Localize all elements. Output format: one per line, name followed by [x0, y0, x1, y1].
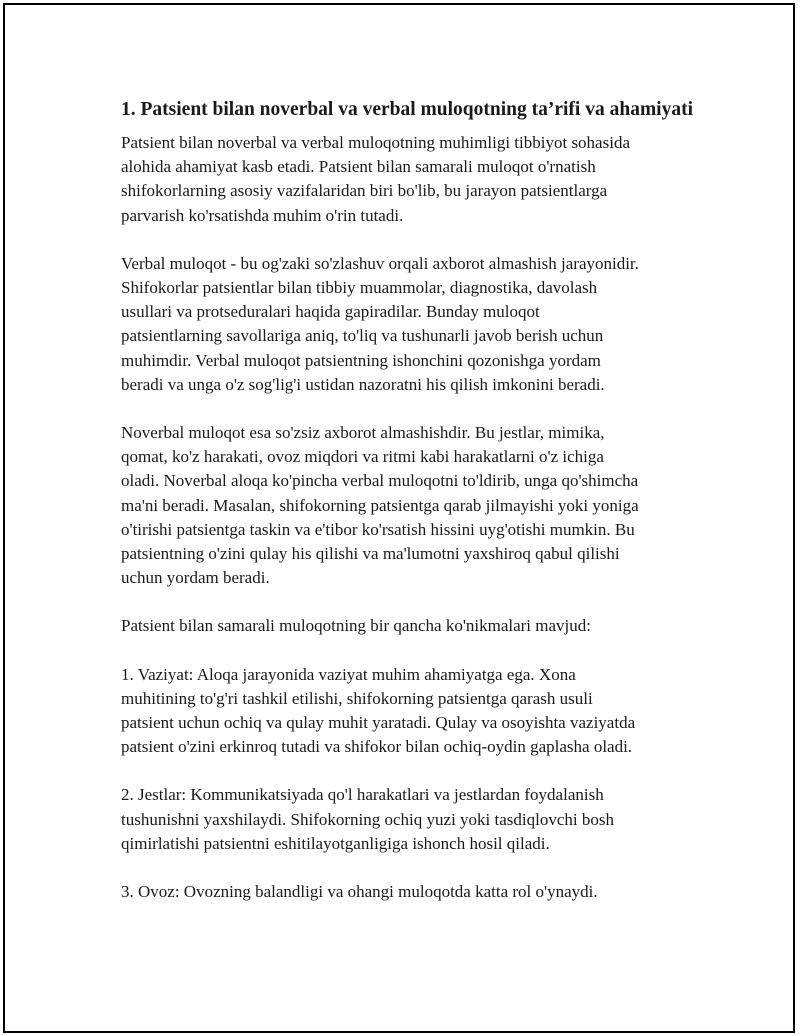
- list-item-gestures: 2. Jestlar: Kommunikatsiyada qo'l harakatlari va jestlardan foydalanish tushunishni yaxshilaydi. Shifokorning ochiq yuzi yoki tasdiqlovchi bosh qimirlatishi patsientni eshitilayotganligiga ishonch hosil qiladi.: [121, 785, 614, 853]
- paragraph-nonverbal: Noverbal muloqot esa so'zsiz axborot almashishdir. Bu jestlar, mimika, qomat, ko'z harakati, ovoz miqdori va ritmi kabi harakatlarni o'z ichiga oladi. Noverbal aloqa ko'pincha verbal muloqotni to'ldirib, unga qo'shimcha ma'ni beradi. Masalan, shifokorning patsientga qarab jilmayishi yoki yoniga o'tirishi patsientga taskin va e'tibor ko'rsatish hissini uyg'otishi mumkin. Bu patsientning o'zini qulay his qilishi va ma'lumotni yaxshiroq qabul qilishi uchun yordam beradi.: [121, 423, 639, 588]
- paragraph-skills-intro: Patsient bilan samarali muloqotning bir qancha ko'nikmalari mavjud:: [121, 616, 591, 636]
- paragraph-verbal: Verbal muloqot - bu og'zaki so'zlashuv orqali axborot almashish jarayonidir. Shifokorlar patsientlar bilan tibbiy muammolar, diagnostika, davolash usullari va protseduralari haqida gapiradilar. Bunday muloqot patsientlarning savollariga aniq, to'liq va tushunarli javob berish uchun muhimdir. Verbal muloqot patsientning ishonchini qozonishga yordam beradi va unga o'z sog'lig'i ustidan nazoratni his qilish imkonini beradi.: [121, 253, 639, 394]
- section-heading: 1. Patsient bilan noverbal va verbal muloqotning ta’rifi va ahamiyati: [121, 99, 694, 120]
- paragraph-intro: Patsient bilan noverbal va verbal muloqotning muhimligi tibbiyot sohasida alohida ahamiyat kasb etadi. Patsient bilan samarali muloqot o'rnatish shifokorlarning asosiy vazifalaridan biri bo'lib, bu jarayon patsientlarga parvarish ko'rsatishda muhim o'rin tutadi.: [121, 133, 630, 225]
- list-item-voice: 3. Ovoz: Ovozning balandligi va ohangi muloqotda katta rol o'ynaydi.: [121, 882, 598, 902]
- list-item-situation: 1. Vaziyat: Aloqa jarayonida vaziyat muhim ahamiyatga ega. Xona muhitining to'g'ri tashkil etilishi, shifokorning patsientga qarash usuli patsient uchun ochiq va qulay muhit yaratadi. Qulay va osoyishta vaziyatda patsient o'zini erkinroq tutadi va shifokor bilan ochiq-oydin gaplasha oladi.: [121, 664, 636, 757]
- document-body: [121, 97, 701, 928]
- page-frame: [3, 3, 795, 1033]
